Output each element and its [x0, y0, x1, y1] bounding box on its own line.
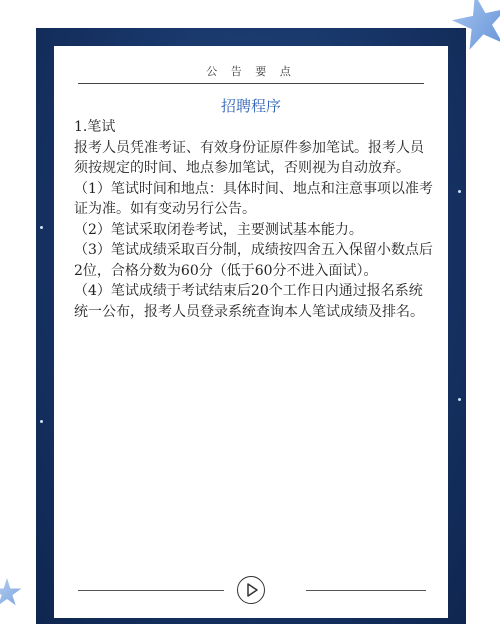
content-subheading: 1.笔试 [74, 119, 116, 135]
document-body [74, 117, 434, 322]
section-heading: 招聘程序 [220, 97, 281, 115]
header-title: 公 告 要 点 [206, 65, 296, 78]
sparkle-decoration [458, 398, 461, 401]
sparkle-decoration [40, 226, 43, 229]
content-paragraph: 报考人员凭准考证、有效身份证原件参加笔试。报考人员须按规定的时间、地点参加笔试，否则视为自动放弃。 [74, 139, 424, 176]
content-paragraph: （1）笔试时间和地点：具体时间、地点和注意事项以准考证为准。如有变动另行公告。 [74, 180, 433, 217]
content-paragraph: （2）笔试采取闭卷考试，主要测试基本能力。 [74, 221, 363, 238]
footer-divider-right [306, 590, 426, 591]
star-decoration [0, 578, 22, 608]
sparkle-decoration [458, 190, 461, 193]
play-icon [246, 583, 259, 597]
sparkle-decoration [40, 420, 43, 423]
footer-divider-left [78, 590, 224, 591]
header-divider [78, 83, 424, 84]
content-paragraph: （3）笔试成绩采取百分制，成绩按四舍五入保留小数点后2位，合格分数为60分（低于60分不进入面试）。 [74, 242, 433, 279]
play-button[interactable] [237, 576, 265, 604]
content-paragraph: （4）笔试成绩于考试结束后20个工作日内通过报名系统统一公布，报考人员登录系统查询本人笔试成绩及排名。 [74, 283, 424, 320]
